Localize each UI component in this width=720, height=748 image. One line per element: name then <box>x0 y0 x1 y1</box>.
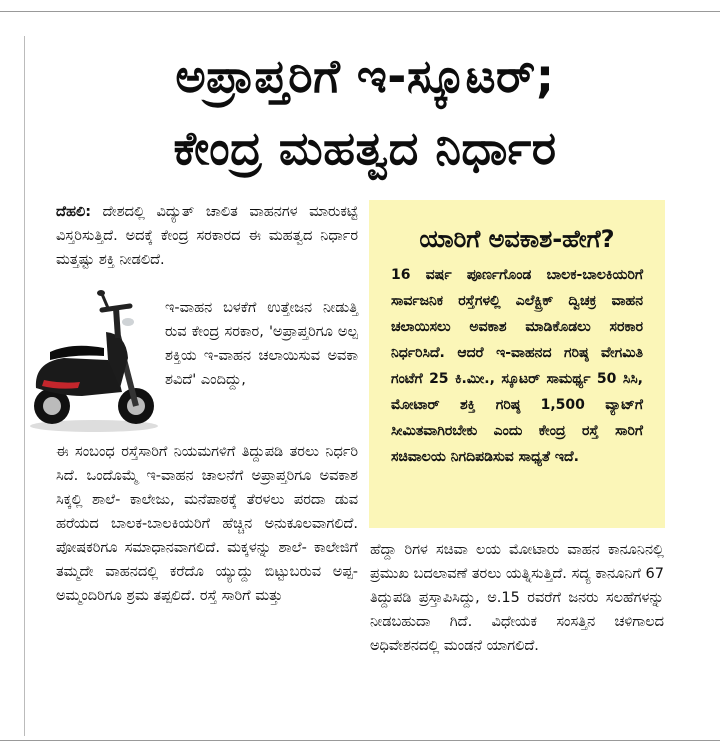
continued-paragraph: ಈ ಸಂಬಂಧ ರಸ್ತೆಸಾರಿಗೆ ನಿಯಮಗಳಿಗೆ ತಿದ್ದುಪಡಿ ತರಲು ನಿರ್ಧರಿ ಸಿದೆ. ಒಂದೊಮ್ಮೆ ಇ-ವಾಹನ ಚಾಲನೆಗೆ ಅಪ್ರಾಪ್ತರಿಗೂ ಅವಕಾಶ ಸಿಕ್ಕಲ್ಲಿ ಶಾಲೆ- ಕಾಲೇಜು, ಮನೆಪಾಠಕ್ಕೆ ತೆರಳಲು ಪರದಾ ಡುವ ಹರೆಯದ ಬಾಲಕ-ಬಾಲಕಿಯರಿಗೆ ಹೆಚ್ಚಿನ ಅನುಕೂಲವಾಗಲಿದೆ. ಪೋಷಕರಿಗೂ ಸಮಾಧಾನವಾಗಲಿದೆ. ಮಕ್ಕಳನ್ನು ಶಾಲೆ- ಕಾಲೇಜಿಗೆ ತಮ್ಮದೇ ವಾಹನದಲ್ಲಿ ಕರೆದೊ ಯ್ಯುದ್ದು ಬಿಟ್ಟುಬರುವ ಅಪ್ಪ-ಅಮ್ಮಂದಿರಿಗೂ ಶ್ರಮ ತಪ್ಪಲಿದೆ. ರಸ್ತೆ ಸಾರಿಗೆ ಮತ್ತು <box>56 444 358 604</box>
rear-wheel-hub <box>43 397 61 415</box>
sidebar-box-title: ಯಾರಿಗೆ ಅವಕಾಶ-ಹೇಗೆ? <box>419 225 615 253</box>
scooter-image <box>22 288 162 436</box>
mirror-glass <box>97 290 105 296</box>
sidebar-box <box>369 200 665 528</box>
steering-column <box>116 308 118 338</box>
headline <box>30 40 700 184</box>
top-rule <box>0 11 720 12</box>
headline-line-1: ಅಪ್ರಾಪ್ತರಿಗೆ ಇ-ಸ್ಕೂಟರ್; <box>175 49 555 103</box>
right-bottom-paragraph: ಹೆದ್ದಾ ರಿಗಳ ಸಚಿವಾ ಲಯ ಮೋಟಾರು ವಾಹನ ಕಾನೂನಿನಲ್ಲಿ ಪ್ರಮುಖ ಬದಲಾವಣೆ ತರಲು ಯತ್ನಿಸುತ್ತಿದೆ. ಸದ್ಯ ಕಾನೂನಿಗೆ 67 ತಿದ್ದುಪಡಿ ಪ್ರಸ್ತಾಪಿಸಿದ್ದು, ಅ.15 ರವರೆಗೆ ಜನರು ಸಲಹೆಗಳನ್ನು ನೀಡಬಹುದಾ ಗಿದೆ. ವಿಧೇಯಕ ಸಂಸತ್ತಿನ ಚಳಿಗಾಲದ ಅಧಿವೇಶನದಲ್ಲಿ ಮಂಡನೆ ಯಾಗಲಿದೆ. <box>370 542 664 654</box>
article-side-text <box>165 296 358 392</box>
article-intro <box>56 200 358 272</box>
sidebar-box-body: 16 ವರ್ಷ ಪೂರ್ಣಗೊಂಡ ಬಾಲಕ-ಬಾಲಕಿಯರಿಗೆ ಸಾರ್ವಜನಿಕ ರಸ್ತೆಗಳಲ್ಲಿ ಎಲೆಕ್ಟ್ರಿಕ್ ದ್ವಿಚಕ್ರ ವಾಹನ ಚಲಾಯಿಸಲು ಅವಕಾಶ ಮಾಡಿಕೊಡಲು ಸರಕಾರ ನಿರ್ಧರಿಸಿದೆ. ಆದರೆ ಇ-ವಾಹನದ ಗರಿಷ್ಠ ವೇಗಮಿತಿ ಗಂಟೆಗೆ 25 ಕಿ.ಮೀ., ಸ್ಕೂಟರ್ ಸಾಮರ್ಥ್ಯ 50 ಸಿಸಿ, ಮೋಟಾರ್ ಶಕ್ತಿ ಗರಿಷ್ಠ 1,500 ವ್ಯಾಟ್‌ಗೆ ಸೀಮಿತವಾಗಿರಬೇಕು ಎಂದು ಕೇಂದ್ರ ರಸ್ತೆ ಸಾರಿಗೆ ಸಚಿವಾಲಯ ನಿಗದಿಪಡಿಸುವ ಸಾಧ್ಯತೆ ಇದೆ. <box>391 267 643 465</box>
mirror <box>102 294 108 308</box>
scooter-body <box>36 358 122 396</box>
headlight <box>122 318 134 326</box>
bottom-rule <box>0 740 720 741</box>
article-continued <box>56 440 358 608</box>
seat <box>50 346 104 360</box>
article-right-bottom <box>370 538 664 658</box>
dateline: ದೆಹಲಿ: <box>56 204 92 220</box>
intro-text: ದೇಶದಲ್ಲಿ ವಿದ್ಯುತ್ ಚಾಲಿತ ವಾಹನಗಳ ಮಾರುಕಟ್ಟೆ ವಿಸ್ತರಿಸುತ್ತಿದೆ. ಅದಕ್ಕೆ ಕೇಂದ್ರ ಸರಕಾರದ ಈ ಮಹತ್ವದ ನಿರ್ಧಾರ ಮತ್ತಷ್ಟು ಶಕ್ತಿ ನೀಡಲಿದೆ. <box>56 204 358 268</box>
headline-line-2: ಕೇಂದ್ರ ಮಹತ್ವದ ನಿರ್ಧಾರ <box>173 121 557 175</box>
side-paragraph: ಇ-ವಾಹನ ಬಳಕೆಗೆ ಉತ್ತೇಜನ ನೀಡುತ್ತಿ ರುವ ಕೇಂದ್ರ ಸರಕಾರ, 'ಅಪ್ರಾಪ್ತರಿಗೂ ಅಲ್ಪ ಶಕ್ತಿಯ ಇ-ವಾಹನ ಚಲಾಯಿಸುವ ಅವಕಾ ಶವಿದೆ' ಎಂದಿದ್ದು, <box>165 300 358 388</box>
